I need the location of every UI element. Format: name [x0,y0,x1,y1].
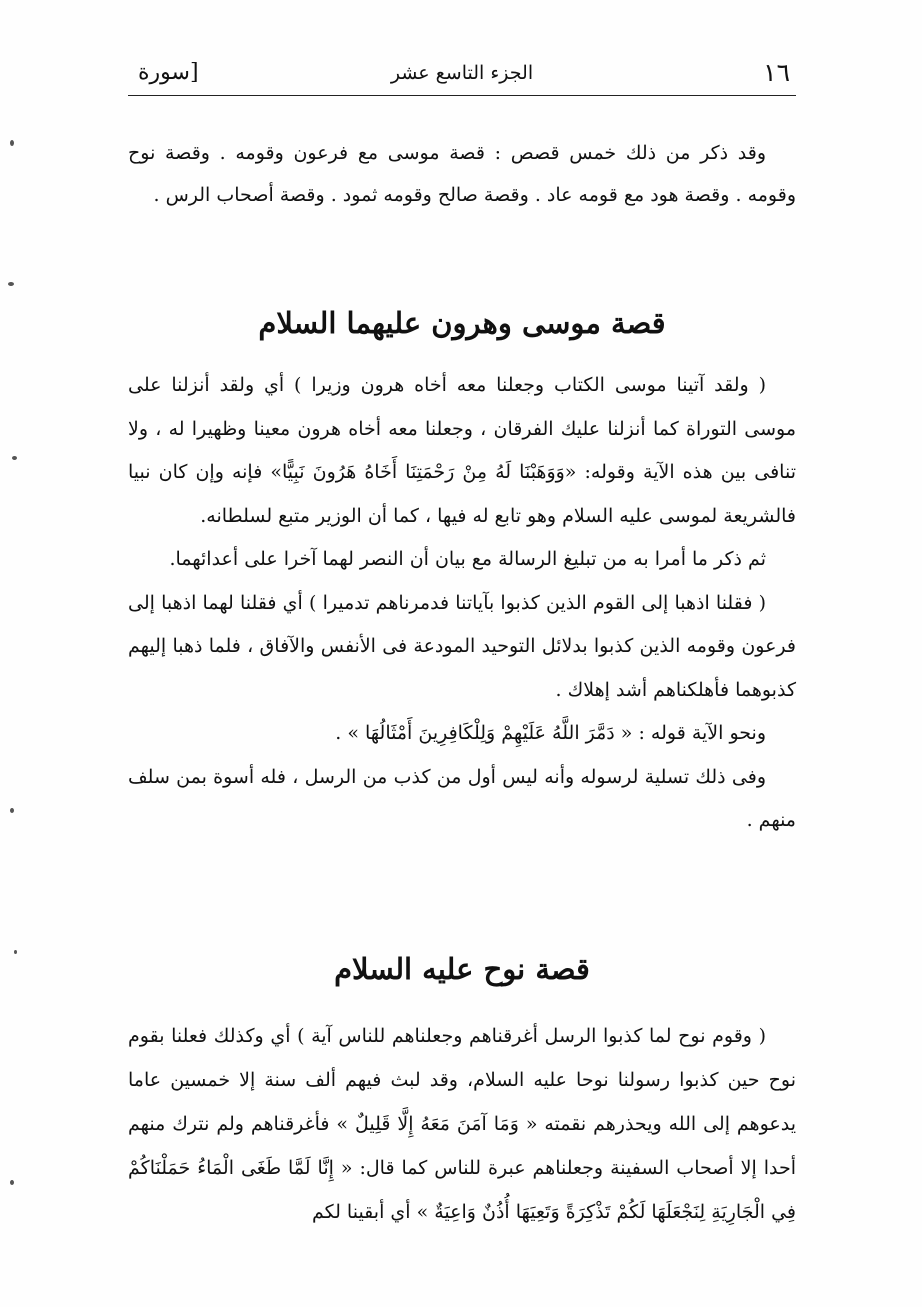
section-heading-musa: قصة موسى وهرون عليهما السلام [258,306,666,340]
paragraph: وفى ذلك تسلية لرسوله وأنه ليس أول من كذب من الرسل ، فله أسوة بمن سلف منهم . [128,765,796,831]
page-number: ١٦ [763,58,790,87]
section-nuh-body [128,1014,796,1234]
paragraph: وقد ذكر من ذلك خمس قصص : قصة موسى مع فرعون وقومه . وقصة نوح وقومه . وقصة هود مع قومه عاد . وقصة صالح وقومه ثمود . وقصة أصحاب الرس . [128,142,796,206]
paragraph: ثم ذكر ما أمرا به من تبليغ الرسالة مع بيان أن النصر لهما آخرا على أعدائهما. [169,548,766,570]
paragraph: ( فقلنا اذهبا إلى القوم الذين كذبوا بآياتنا فدمرناهم تدميرا ) أي فقلنا لهما اذهبا إلى فرعون وقومه الذين كذبوا بدلائل التوحيد المودعة فى الأنفس والآفاق ، فلما ذهبا إليهم كذبوهما فأهلكناهم أشد إهلاك . [128,591,796,701]
scan-speck [10,808,14,813]
intro-paragraph [128,132,796,216]
page-header [128,56,796,96]
section-musa-body [128,364,796,843]
scan-speck [14,950,17,954]
header-rule [128,95,796,96]
surah-label: [سورة [138,60,199,85]
scan-speck [12,456,17,460]
section-heading-nuh: قصة نوح عليه السلام [334,952,590,986]
scan-speck [10,140,14,146]
running-title: الجزء التاسع عشر [390,62,534,84]
scan-speck [8,282,14,286]
paragraph: ونحو الآية قوله : « دَمَّرَ اللَّهُ عَلَيْهِمْ وَلِلْكَافِرِينَ أَمْثَالُهَا » . [335,722,766,744]
paragraph: ( ولقد آتينا موسى الكتاب وجعلنا معه أخاه هرون وزيرا ) أي ولقد أنزلنا على موسى التوراة كما أنزلنا عليك الفرقان ، وجعلنا معه أخاه هرون معينا وظهيرا له ، ولا تنافى بين هذه الآية وقوله: «وَوَهَبْنَا لَهُ مِنْ رَحْمَتِنَا أَخَاهُ هَرُونَ نَبِيًّا» فإنه وإن كان نبيا فالشريعة لموسى عليه السلام وهو تابع له فيها ، كما أن الوزير متبع لسلطانه. [128,374,796,527]
scan-speck [10,1180,14,1185]
paragraph: ( وقوم نوح لما كذبوا الرسل أغرقناهم وجعلناهم للناس آية ) أي وكذلك فعلنا بقوم نوح حين كذبوا رسولنا نوحا عليه السلام، وقد لبث فيهم ألف سنة إلا خمسين عاما يدعوهم إلى الله ويحذرهم نقمته « وَمَا آمَنَ مَعَهُ إِلَّا قَلِيلٌ » فأغرقناهم ولم نترك منهم أحدا إلا أصحاب السفينة وجعلناهم عبرة للناس كما قال: « إِنَّا لَمَّا طَغَى الْمَاءُ حَمَلْنَاكُمْ فِي الْجَارِيَةِ لِنَجْعَلَهَا لَكُمْ تَذْكِرَةً وَتَعِيَهَا أُذُنٌ وَاعِيَةٌ » أي أبقينا لكم [128,1025,796,1223]
